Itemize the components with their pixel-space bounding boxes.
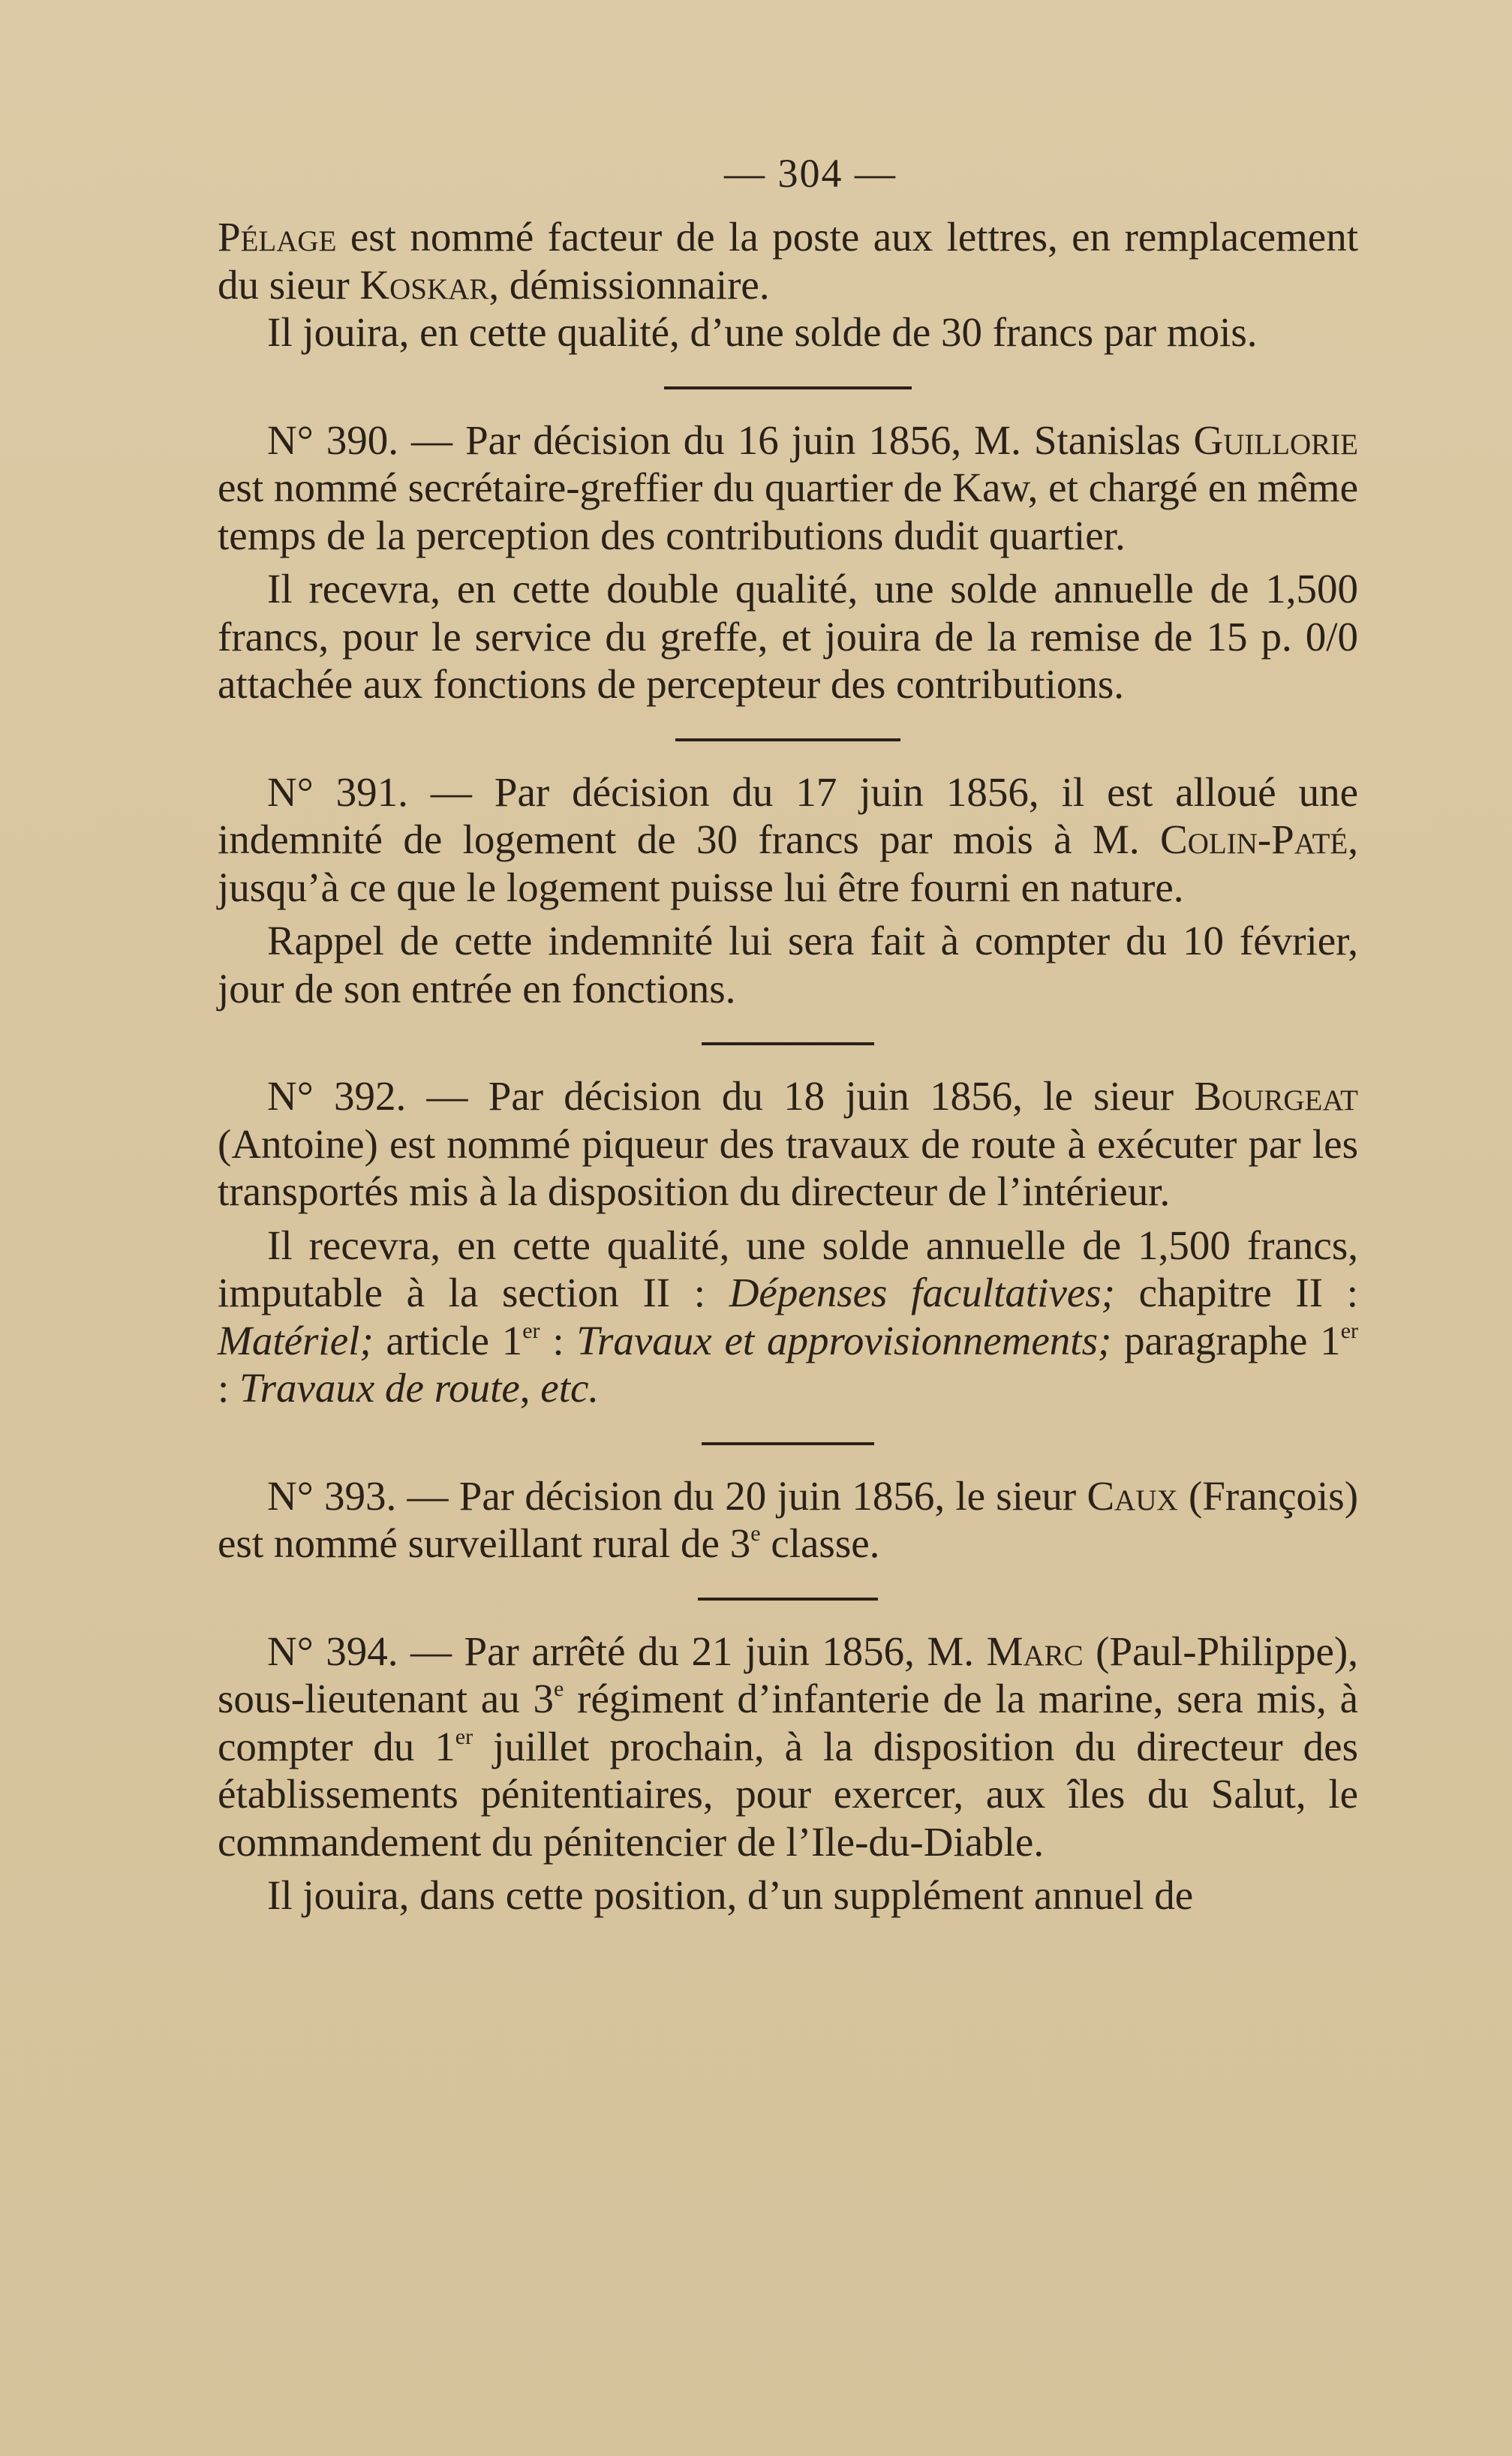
superscript: e <box>554 1676 564 1701</box>
person-name: Koskar <box>359 261 489 308</box>
text-column <box>218 150 1358 1919</box>
superscript: e <box>750 1521 761 1546</box>
paragraph-text: N° 391. — Par décision du 17 juin 1856, il est alloué une indemnité de logement de 30 francs par mois à M. <box>218 768 1358 862</box>
paragraph-text: chapitre II : <box>1114 1270 1358 1315</box>
paragraph-394-supplement: Il jouira, dans cette position, d’un supplément annuel de <box>267 1872 1194 1918</box>
person-name: Marc <box>986 1628 1084 1674</box>
paragraph-text: est nommé secrétaire-greffier du quartier de Kaw, et chargé en même temps de la perception des contributions dudit quartier. <box>218 464 1358 558</box>
paragraph-intro-salary: Il jouira, en cette qualité, d’une solde de 30 francs par mois. <box>267 309 1258 355</box>
italic-text: Dépenses facultatives; <box>729 1270 1115 1315</box>
paragraph-394 <box>218 1628 1358 1866</box>
paragraph-text: N° 394. — Par arrêté du 21 juin 1856, M. <box>267 1628 987 1674</box>
italic-text: Travaux et approvisionnements; <box>576 1317 1112 1363</box>
paragraph-text: , démissionnaire. <box>488 261 770 308</box>
person-name: Pélage <box>218 214 337 260</box>
paragraph-390-salary: Il recevra, en cette double qualité, une solde annuelle de 1,500 francs, pour le service du greffe, et jouira de la remise de 15 p. 0/0 attachée aux fonctions de percepteur des contributions. <box>218 566 1358 707</box>
italic-text: etc. <box>540 1365 600 1411</box>
paragraph-391 <box>218 768 1358 912</box>
paragraph-text: N° 390. — Par décision du 16 juin 1856, M. Stanislas <box>267 416 1194 463</box>
superscript: er <box>455 1724 473 1749</box>
person-name: Colin-Paté <box>1160 816 1348 862</box>
paragraph-text: est nommé facteur de la poste aux lettres, en remplacement du sieur <box>218 214 1358 308</box>
paragraph-392 <box>218 1072 1358 1216</box>
paragraph-392-salary <box>218 1222 1358 1412</box>
paragraph-text: N° 393. — Par décision du 20 juin 1856, le sieur <box>267 1472 1087 1519</box>
paragraph-393 <box>218 1472 1358 1568</box>
paragraph-text: N° 392. — Par décision du 18 juin 1856, le sieur <box>267 1073 1195 1119</box>
paragraph-text: classe. <box>760 1520 880 1566</box>
superscript: er <box>1340 1318 1358 1343</box>
paragraph-text: , jusqu’à ce que le logement puisse lui être fourni en nature. <box>218 816 1358 910</box>
paragraph-text: Il recevra, en cette qualité, une solde annuelle de 1,500 francs, imputable à la section II : <box>218 1222 1358 1315</box>
section-divider <box>664 386 912 389</box>
paragraph-text: article 1 <box>373 1317 523 1363</box>
paragraph-text: : <box>218 1365 240 1411</box>
section-divider <box>698 1598 878 1601</box>
page-number: — 304 — <box>724 151 897 196</box>
superscript: er <box>522 1318 540 1343</box>
paragraph-text: , <box>519 1365 541 1411</box>
person-name: Guillorie <box>1193 416 1358 463</box>
italic-text: Matériel; <box>218 1317 374 1363</box>
paragraph-text: (Paul-Philippe), sous-lieutenant au 3 <box>218 1628 1358 1721</box>
paragraph-text: (François) est nommé surveillant rural de 3 <box>218 1472 1359 1566</box>
paragraph-intro <box>218 213 1358 308</box>
italic-text: Travaux de route <box>239 1365 520 1411</box>
section-divider <box>675 738 900 741</box>
paragraph-text: (Antoine) est nommé piqueur des travaux de route à exécuter par les transportés mis à la disposition du directeur de l’intérieur. <box>218 1120 1358 1214</box>
person-name: Bourgeat <box>1194 1073 1358 1119</box>
section-divider <box>702 1442 874 1445</box>
paragraph-text: juillet prochain, à la disposition du directeur des établissements pénitentiaires, pour exercer, aux îles du Salut, le commandement du pénitencier de l’Ile-du-Diable. <box>218 1723 1358 1865</box>
paragraph-391-recall: Rappel de cette indemnité lui sera fait à compter du 10 février, jour de son entrée en fonctions. <box>218 918 1358 1012</box>
section-divider <box>702 1042 874 1045</box>
paragraph-text: régiment d’infanterie de la marine, sera mis, à compter du 1 <box>218 1676 1358 1769</box>
paragraph-text: : <box>540 1317 577 1363</box>
person-name: Caux <box>1087 1472 1178 1519</box>
paragraph-text: paragraphe 1 <box>1111 1317 1341 1363</box>
paragraph-390 <box>218 416 1358 560</box>
